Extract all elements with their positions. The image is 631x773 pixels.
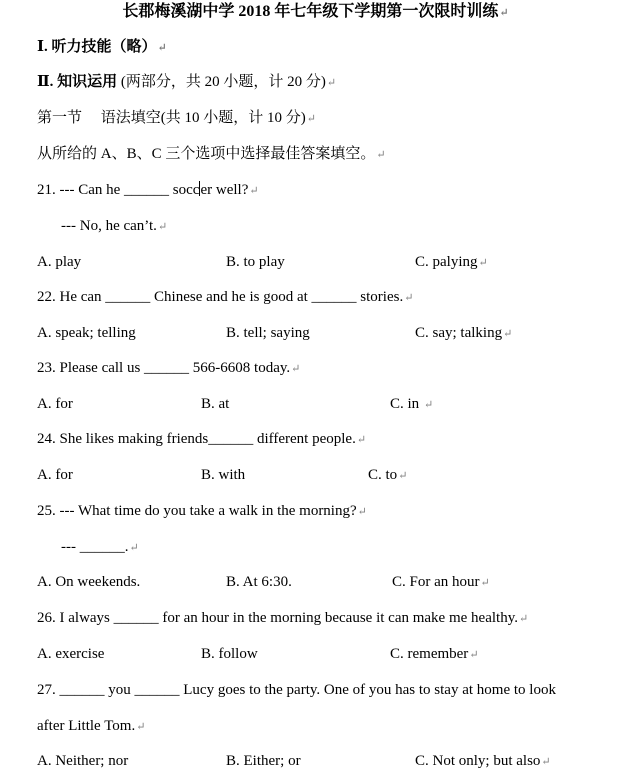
question-27-option-b: B. Either; or [226,753,301,769]
instruction: 从所给的 A、B、C 三个选项中选择最佳答案填空。↵ [37,146,386,162]
paragraph-mark-icon: ↵ [129,542,139,554]
question-24-option-c: C. to↵ [368,467,408,483]
question-23-option-a: A. for [37,396,73,412]
question-21-option-c: C. palying↵ [415,254,488,270]
paragraph-mark-icon: ↵ [136,721,146,733]
section-listening: Ⅰ. 听力技能（略）↵ [37,39,167,55]
question-23-option-c: C. in ↵ [390,396,434,412]
question-22-stem: 22. He can ______ Chinese and he is good at ______ stories.↵ [37,289,414,305]
paragraph-mark-icon: ↵ [291,363,301,375]
question-25-option-a: A. On weekends. [37,574,141,590]
question-27-option-a: A. Neither; nor [37,753,129,769]
question-21-option-a: A. play [37,254,82,270]
question-26-option-c: C. remember↵ [390,646,479,662]
paragraph-mark-icon: ↵ [541,756,551,768]
question-27-stem-continued: after Little Tom.↵ [37,718,146,734]
question-26-stem: 26. I always ______ for an hour in the morning because it can make me healthy.↵ [37,610,529,626]
paragraph-mark-icon: ↵ [469,649,479,661]
question-25-reply: --- ______.↵ [61,539,139,555]
paragraph-mark-icon: ↵ [326,77,337,89]
question-24-option-a: A. for [37,467,73,483]
paragraph-mark-icon: ↵ [157,221,168,233]
paragraph-mark-icon: ↵ [356,434,367,446]
paragraph-mark-icon: ↵ [423,399,434,411]
question-22-option-c: C. say; talking↵ [415,325,513,341]
question-21-stem: 21. --- Can he ______ soccer well?↵ [37,182,259,198]
question-26-option-a: A. exercise [37,646,105,662]
question-21-option-b: B. to play [226,254,285,270]
question-25-stem: 25. --- What time do you take a walk in the morning?↵ [37,503,367,519]
question-23-option-b: B. at [201,396,230,412]
paragraph-mark-icon: ↵ [376,149,386,161]
paragraph-mark-icon: ↵ [249,185,259,197]
question-24-stem: 24. She likes making friends______ different people.↵ [37,431,367,447]
question-25-option-c: C. For an hour↵ [392,574,490,590]
part-one-heading: 第一节 语法填空(共 10 小题，计 10 分)↵ [37,110,316,126]
question-26-option-b: B. follow [201,646,258,662]
question-23-stem: 23. Please call us ______ 566-6608 today.↵ [37,360,301,376]
question-27-stem: 27. ______ you ______ Lucy goes to the party. One of you has to stay at home to look [37,682,556,698]
question-22-option-b: B. tell; saying [226,325,310,341]
paragraph-mark-icon: ↵ [503,328,513,340]
paragraph-mark-icon: ↵ [518,613,529,625]
paragraph-mark-icon: ↵ [404,292,414,304]
question-22-option-a: A. speak; telling [37,325,136,341]
question-24-option-b: B. with [201,467,246,483]
page-title: 长郡梅溪湖中学 2018 年七年级下学期第一次限时训练↵ [122,3,509,20]
paragraph-mark-icon: ↵ [357,506,367,518]
question-25-option-b: B. At 6:30. [226,574,292,590]
section-knowledge: Ⅱ. 知识运用 (两部分，共 20 小题，计 20 分)↵ [37,74,337,90]
paragraph-mark-icon: ↵ [480,577,490,589]
paragraph-mark-icon: ↵ [478,257,488,269]
paragraph-mark-icon: ↵ [157,42,167,54]
question-27-option-c: C. Not only; but also↵ [415,753,551,769]
paragraph-mark-icon: ↵ [499,7,509,19]
question-21-reply: --- No, he can’t.↵ [61,218,168,234]
paragraph-mark-icon: ↵ [398,470,408,482]
paragraph-mark-icon: ↵ [306,113,316,125]
